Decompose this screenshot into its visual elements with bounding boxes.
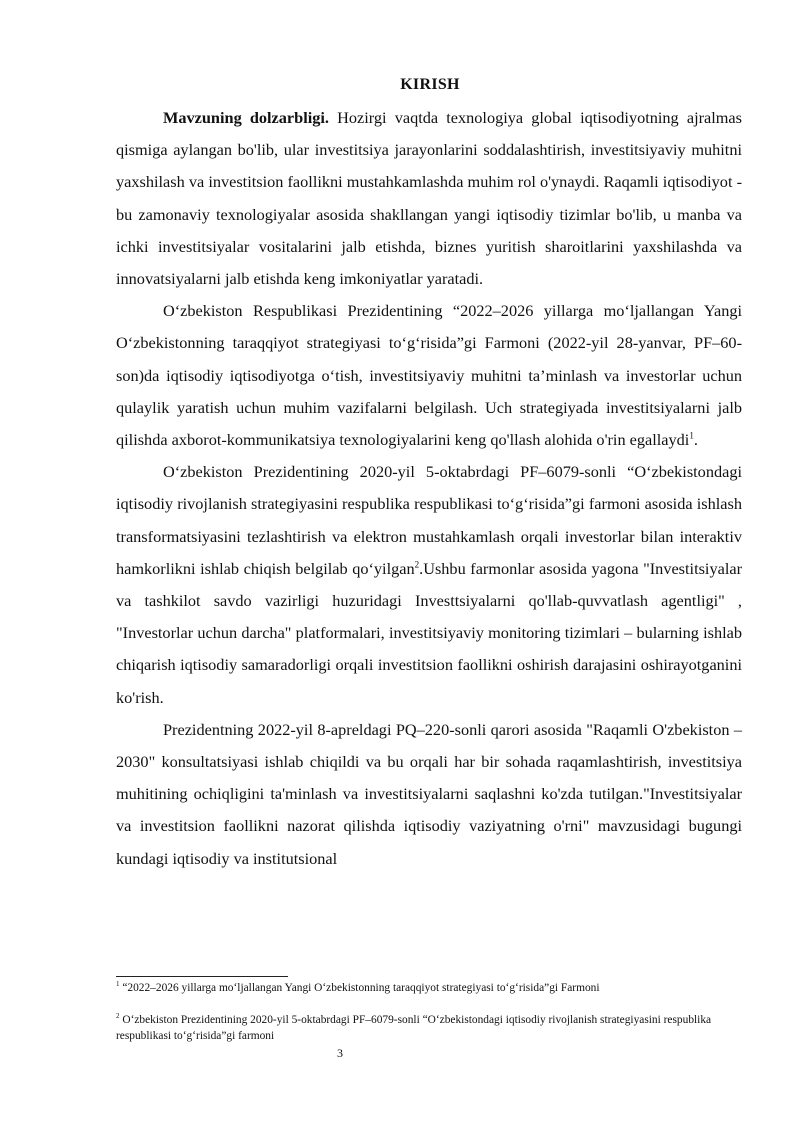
footnote-ref-1[interactable]: 1 [689,430,694,441]
paragraph-text: Prezidentning 2022-yil 8-apreldagi PQ–220-sonli qarori asosida "Raqamli O'zbekiston – 2030" konsultatsiyasi ishlab chiqildi va bu orqali har bir sohada raqamlashtirish, investitsiya muhitining ochiqligini ta'minlash va investitsiyalarni saqlashni ko'zda tutilgan."Investitsiyalar va investitsion faollikni nazorat qilishda iqtisodiy vaziyatning o'rni" mavzusidagi bugungi kundagi iqtisodiy va institutsional [116,719,742,868]
footnote-ref-2[interactable]: 2 [414,559,420,570]
paragraph-lead-bold: Mavzuning dolzarbligi. [163,108,329,127]
footnotes [116,980,736,1044]
section-heading: KIRISH [400,76,460,93]
paragraph-text: O‘zbekiston Respublikasi Prezidentining “2022–2026 yillarga mo‘ljallangan Yangi O‘zbekistonning taraqqiyot strategiyasi to‘g‘risida”gi Farmoni (2022-yil 28-yanvar, PF–60-son)da iqtisodiy iqtisodiyotga o‘tish, investitsiyaviy muhitni ta’minlash va investorlar uchun qulaylik yaratish uchun muhim vazifalarni belgilash. Uch strategiyada investitsiyalarni jalb qilishda axborot-kommunikatsiya texnologiyalarini keng qo'llash alohida o'rin egallaydi [116,301,742,450]
paragraph-digital-uzbekistan [116,714,742,875]
footnote-text: O‘zbekiston Prezidentining 2020-yil 5-oktabrdagi PF–6079-sonli “O‘zbekistondagi iqtisodiy rivojlanish strategiyasini respublika respublikasi to‘g‘risida”gi farmoni [116,1014,712,1042]
footnote-text: “2022–2026 yillarga mo‘ljallangan Yangi O‘zbekistonning taraqqiyot strategiyasi to‘g‘risida”gi Farmoni [119,982,600,994]
main-text [116,102,742,875]
footnote-mark: 2 [116,1012,120,1021]
footnote-1 [116,980,736,996]
paragraph-text-rest: .Ushbu farmonlar asosida yagona "Investitsiyalar va tashkilot savdo vazirligi huzuridagi Investtsiyalarni qo'llab-quvvatlash agentligi" , "Investorlar uchun darcha" platformalari, investitsiyaviy monitoring tizimlari – bularning ishlab chiqarish iqtisodiy samaradorligi orqali investitsion faollikni oshirish darajasini oshirayotganini ko'rish. [116,558,742,707]
paragraph-text: O‘zbekiston Prezidentining 2020-yil 5-oktabrdagi PF–6079-sonli “O‘zbekistondagi iqtisodiy rivojlanish strategiyasini respublika respublikasi to‘g‘risida”gi farmoni asosida ishlash transformatsiyasini tezlashtirish va elektron mustahkamlash orqali investorlar bilan interaktiv hamkorlikni ishlab chiqish belgilab qo‘yilgan [116,462,742,578]
paragraph-text: Hozirgi vaqtda texnologiya global iqtisodiyotning ajralmas qismiga aylangan bo'lib, ular investitsiya jarayonlarini soddalashtirish, investitsiyaviy muhitni yaxshilash va investitsion faollikni mustahkamlashda muhim rol o'ynaydi. Raqamli iqtisodiyot - bu zamonaviy texnologiyalar asosida shakllangan yangi iqtisodiy tizimlar bo'lib, u manba va ichki investitsiyalar vositalarini jalb etishda, biznes yuritish sharoitlarini yaxshilashda va innovatsiyalarni jalb etishda keng imkoniyatlar yaratadi. [116,108,742,289]
paragraph-text-end: . [693,430,698,450]
page-number: 3 [337,1046,343,1060]
footnote-mark: 1 [116,980,120,989]
paragraph-relevance [116,102,742,295]
footnote-2 [116,1012,736,1044]
paragraph-2020-decree [116,456,742,714]
footnote-separator [116,976,288,977]
paragraph-strategy-decree [116,295,742,456]
